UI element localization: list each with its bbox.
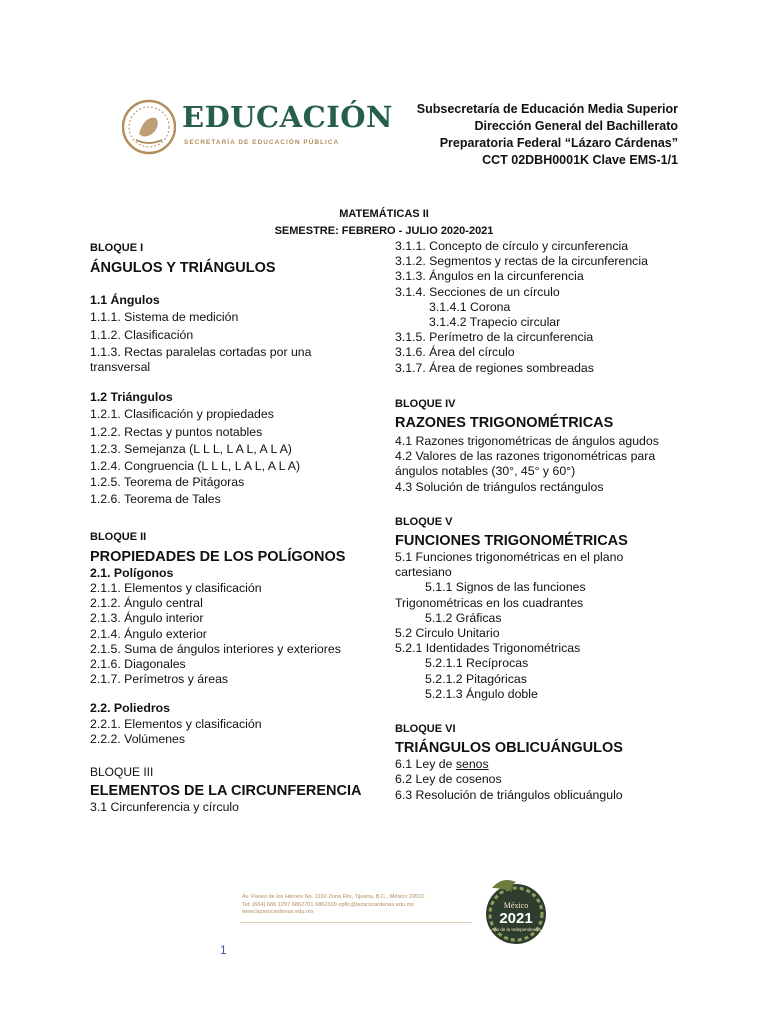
block-heading: PROPIEDADES DE LOS POLÍGONOS [90,548,346,565]
topic-item: 2.1.1. Elementos y clasificación [90,581,262,596]
topic-item: 3.1.3. Ángulos en la circunferencia [395,269,584,284]
semester-line: SEMESTRE: FEBRERO - JULIO 2020-2021 [274,225,494,237]
topic-item: 3.1.6. Área del círculo [395,345,515,360]
topic-item: 3.1.1. Concepto de círculo y circunferencia [395,239,629,253]
topic-item: 2.1.7. Perímetros y áreas [90,672,229,687]
institution-line: Preparatoria Federal “Lázaro Cárdenas” [439,136,678,150]
topic-item: 2.2.1. Elementos y clasificación [90,716,262,731]
topic-item: 5.2.1.1 Recíprocas [425,656,529,671]
topic-item: 3.1.5. Perímetro de la circunferencia [395,330,594,345]
topic-item: 3.1 Circunferencia y círculo [90,800,239,815]
topic-item: 6.2 Ley de cosenos [395,772,502,787]
block-heading: ELEMENTOS DE LA CIRCUNFERENCIA [90,783,362,800]
institution-line: Dirección General del Bachillerato [474,119,678,133]
topic-item: 1.1.1. Sistema de medición [90,310,239,325]
section-title: 2.1. Polígonos [90,565,174,580]
mexico-seal-icon [122,98,176,156]
topic-item: 4.3 Solución de triángulos rectángulos [395,479,604,494]
logo-wordmark: EDUCACIÓN [182,100,394,134]
block-label: BLOQUE V [395,515,453,528]
course-title: MATEMÁTICAS II [339,208,429,220]
document-title [0,206,768,240]
institution-line: CCT 02DBH0001K Clave EMS-1/1 [482,153,678,167]
section-title: 1.2 Triángulos [90,390,173,405]
section-title: 1.1 Ángulos [90,293,160,308]
footer-address [242,894,425,917]
underlined-word: senos [455,757,489,772]
topic-item: 1.2.4. Congruencia (L L L, L A L, A L A) [90,459,301,474]
block-label: BLOQUE I [90,242,144,254]
section-title: 2.2. Poliedros [90,701,170,716]
topic-item: 2.2.2. Volúmenes [90,731,186,746]
page-number: 1 [220,943,227,957]
right-column [395,239,659,803]
topic-item: 4.2 Valores de las razones trigonométricas para [395,449,656,464]
institution-block [348,101,678,169]
topic-item: ángulos notables (30°, 45° y 60°) [395,464,576,479]
footer-line: Av. Paseo de los Héroes No. 1160 Zona Río, Tijuana, B.C., México 22010 [242,894,425,900]
topic-item: 1.1.3. Rectas paralelas cortadas por una [90,344,312,359]
topic-item: 4.1 Razones trigonométricas de ángulos agudos [395,434,659,449]
topic-item: cartesiano [395,565,452,580]
topic-item: 2.1.2. Ángulo central [90,596,203,611]
block-heading: FUNCIONES TRIGONOMÉTRICAS [395,533,628,550]
topic-item: 3.1.4.2 Trapecio circular [429,315,561,330]
topic-item: 2.1.6. Diagonales [90,657,186,672]
topic-item: 5.2.1 Identidades Trigonométricas [395,641,581,656]
left-column [90,241,362,815]
topic-item: 5.1.2 Gráficas [425,610,502,625]
topic-item: 5.2 Circulo Unitario [395,626,500,641]
footer-line: Tel: (664) 686 1297 6862701 6862309 epflc@lazarocardenas.edu.mx [242,901,415,908]
block-label: BLOQUE III [90,765,154,780]
block-heading: RAZONES TRIGONOMÉTRICAS [395,415,614,432]
topic-item: 2.1.3. Ángulo interior [90,611,204,626]
footer-line: www.lazarocardenas.edu.mx [242,909,314,916]
emblem-text-top: México [503,901,529,910]
topic-item: 5.1.1 Signos de las funciones [425,580,586,595]
topic-item: 6.3 Resolución de triángulos oblicuángulo [395,787,623,802]
block-label: BLOQUE VI [395,723,456,736]
topic-item: 3.1.4. Secciones de un círculo [395,284,560,299]
topic-item: 1.1.2. Clasificación [90,327,194,342]
topic-item: 5.2.1.3 Ángulo doble [425,686,538,701]
mexico-2021-emblem-icon [482,874,548,948]
logo-subtitle: SECRETARÍA DE EDUCACIÓN PÚBLICA [184,139,340,146]
topic-item: 1.2.3. Semejanza (L L L, L A L, A L A) [90,441,292,456]
emblem-year: 2021 [499,910,533,927]
block-label: BLOQUE IV [395,397,456,410]
topic-item: Trigonométricas en los cuadrantes [395,595,584,610]
topic-item: 1.2.6. Teorema de Tales [90,492,221,507]
topic-item: 1.2.2. Rectas y puntos notables [90,424,263,439]
topic-item: 2.1.5. Suma de ángulos interiores y exteriores [90,641,341,656]
emblem-text-bottom: Año de la Independencia [491,927,541,932]
topic-item: 5.1 Funciones trigonométricas en el plano [395,550,624,565]
topic-item: 5.2.1.2 Pitagóricas [425,671,527,686]
topic-item: 3.1.4.1 Corona [429,299,511,314]
topic-item [395,757,659,772]
topic-item: 2.1.4. Ángulo exterior [90,626,207,641]
topic-prefix: 6.1 Ley de [395,757,456,772]
topic-item: 3.1.2. Segmentos y rectas de la circunferencia [395,254,648,269]
footer-divider [240,922,472,923]
topic-item: 3.1.7. Área de regiones sombreadas [395,360,594,375]
block-heading: ÁNGULOS Y TRIÁNGULOS [90,260,276,277]
topic-item: transversal [90,360,151,375]
block-heading: TRIÁNGULOS OBLICUÁNGULOS [395,740,623,757]
topic-item: 1.2.5. Teorema de Pitágoras [90,475,245,490]
block-label: BLOQUE II [90,530,147,543]
topic-item: 1.2.1. Clasificación y propiedades [90,407,274,422]
institution-line: Subsecretaría de Educación Media Superior [416,102,678,116]
